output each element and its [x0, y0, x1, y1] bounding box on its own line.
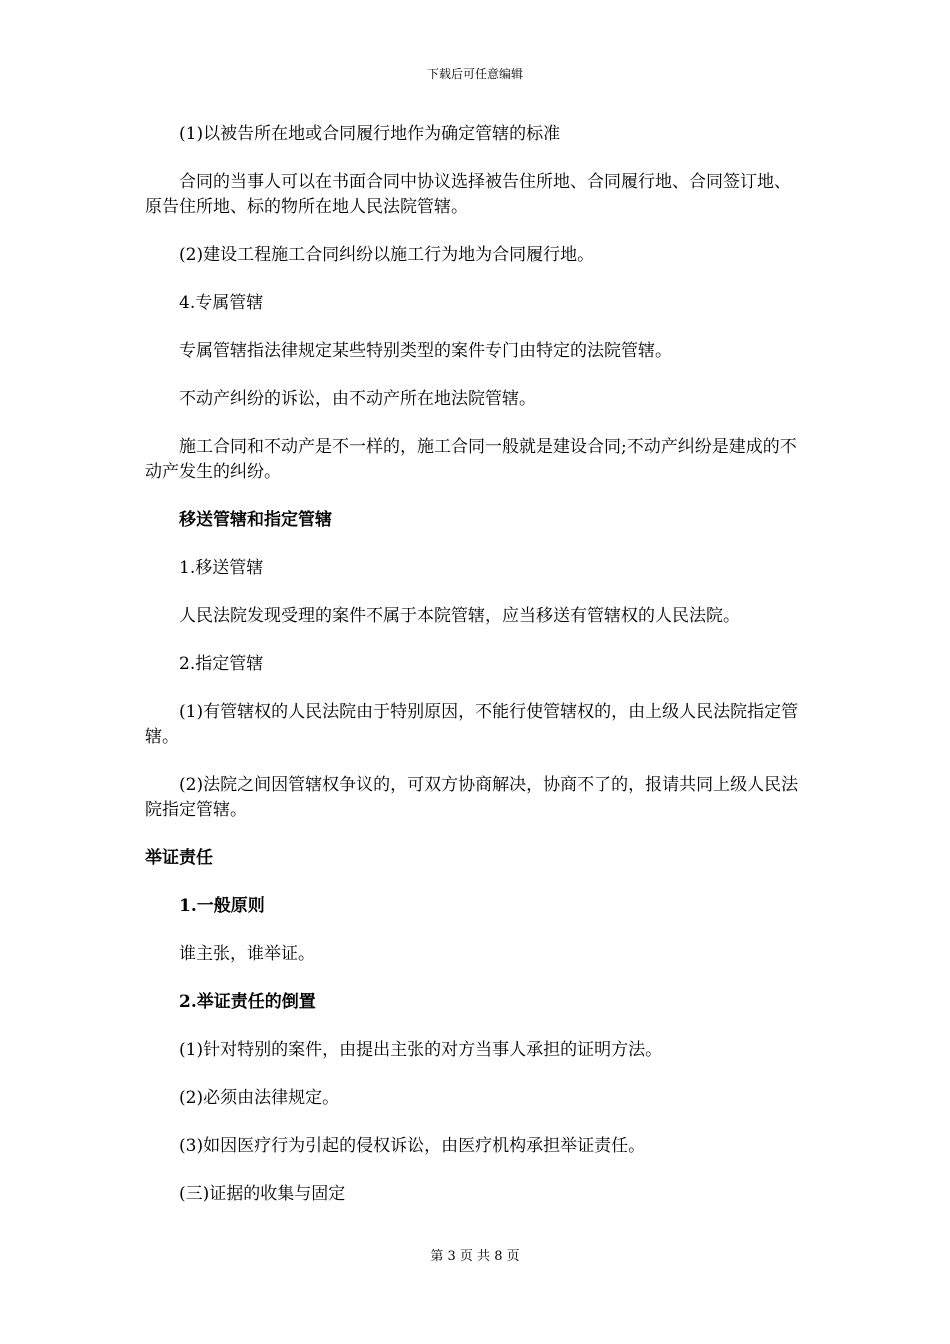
paragraph: (3)如因医疗行为引起的侵权诉讼，由医疗机构承担举证责任。	[179, 1136, 646, 1156]
paragraph: 4.专属管辖	[179, 293, 264, 313]
subsection-heading: 1.一般原则	[179, 896, 265, 916]
paragraph: 专属管辖指法律规定某些特别类型的案件专门由特定的法院管辖。	[179, 341, 672, 361]
subsection-heading: 2.举证责任的倒置	[179, 992, 316, 1012]
document-body	[145, 122, 807, 1230]
paragraph: (三)证据的收集与固定	[179, 1184, 346, 1204]
paragraph: (2)建设工程施工合同纠纷以施工行为地为合同履行地。	[179, 245, 595, 265]
paragraph: (1)有管辖权的人民法院由于特别原因，不能行使管辖权的，由上级人民法院指定管辖。	[145, 702, 799, 747]
paragraph: 合同的当事人可以在书面合同中协议选择被告住所地、合同履行地、合同签订地、原告住所地、标的物所在地人民法院管辖。	[145, 172, 791, 217]
paragraph: (2)必须由法律规定。	[179, 1088, 340, 1108]
paragraph: 1.移送管辖	[179, 558, 264, 578]
header-note: 下载后可任意编辑	[426, 67, 523, 81]
paragraph: 人民法院发现受理的案件不属于本院管辖，应当移送有管辖权的人民法院。	[179, 606, 740, 626]
paragraph: 谁主张，谁举证。	[179, 944, 315, 964]
paragraph: (1)针对特别的案件，由提出主张的对方当事人承担的证明方法。	[179, 1040, 663, 1060]
paragraph: 施工合同和不动产是不一样的，施工合同一般就是建设合同;不动产纠纷是建成的不动产发生的纠纷。	[145, 437, 797, 482]
section-heading: 移送管辖和指定管辖	[179, 510, 332, 530]
paragraph: 不动产纠纷的诉讼，由不动产所在地法院管辖。	[179, 389, 536, 409]
section-heading: 举证责任	[145, 848, 213, 868]
paragraph: (2)法院之间因管辖权争议的，可双方协商解决，协商不了的，报请共同上级人民法院指定管辖。	[145, 775, 799, 820]
paragraph: (1)以被告所在地或合同履行地作为确定管辖的标准	[179, 124, 561, 144]
paragraph: 2.指定管辖	[179, 654, 264, 674]
page-footer: 第 3 页 共 8 页	[430, 1249, 520, 1264]
